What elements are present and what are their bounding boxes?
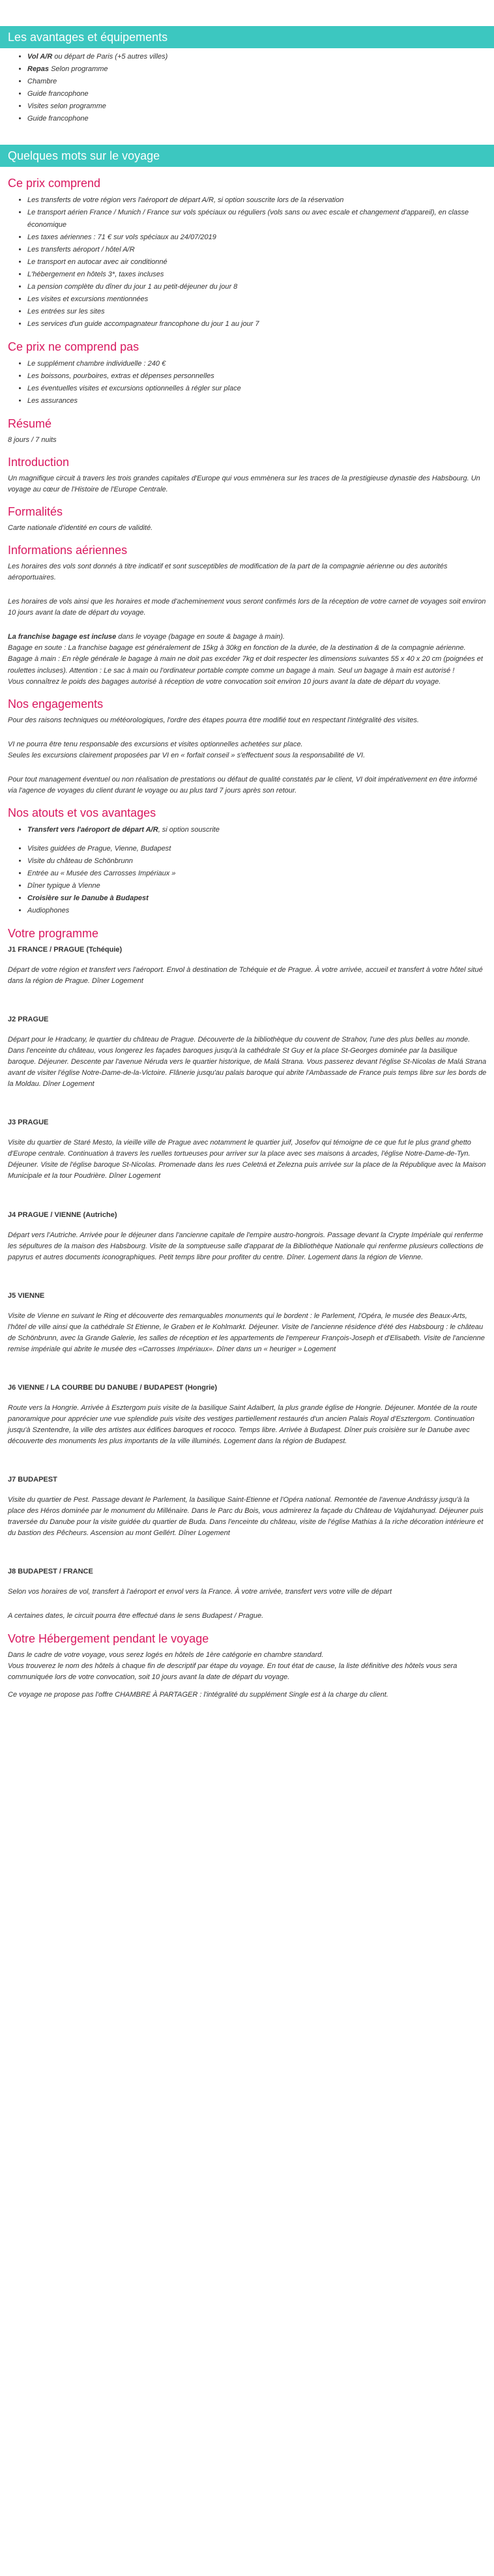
list-item-bold: Repas [27, 65, 50, 73]
prix-comprend-list [8, 194, 487, 330]
prix-comprend-heading: Ce prix comprend [8, 177, 101, 190]
hebergement-line-2: Vous trouverez le nom des hôtels à chaque fin de descriptif par étape du voyage. En tout état de cause, la liste définitive des hôtels vous sera communiquée lors de votre convocation, soit 10 jours avant la date de départ du voyage. [8, 1661, 458, 1681]
list-item [27, 868, 487, 880]
programme-day-title: J7 BUDAPEST [8, 1476, 57, 1484]
programme-day-text: Départ pour le Hradcany, le quartier du château de Prague. Découverte de la bibliothèque du couvent de Strahov, l'une des plus belles au monde. Dans l'enceinte du château, vous longerez les façades baroques jusqu'à la cathédrale St Guy et la place St-Georges dominée par la basilique baroque. Déjeuner. Descente par l'avenue Néruda vers le quartier historique, de Malá Strana. Vous passerez devant l'église St-Nicolas de Malá Strana avant de visiter l'église Notre-Dame-de-la-Victoire. Flânerie jusqu'au palais baroque qui abrite l'Ambassade de France puis temps libre sur les bords de la Moldau. Dîner Logement [8, 1036, 487, 1089]
list-item-text: , si option souscrite [158, 825, 220, 834]
programme-day-title: J2 PRAGUE [8, 1015, 49, 1023]
page [0, 26, 494, 1701]
atouts-list-1 [8, 824, 487, 836]
list-item-text: Guide francophone [27, 115, 89, 123]
programme-day-text: Départ vers l'Autriche. Arrivée pour le déjeuner dans l'ancienne capitale de l'empire austro-hongrois. Passage devant la Crypte Impériale qui renferme les sépultures de la maison des Habsbourg. Visite de la somptueuse salle d'apparat de la Bibliothèque Nationale qui renferme plusieurs collections de papyrus et autres documents iconographiques. Petit temps libre pour profiter du centre. Dîner. Logement dans la région de Vienne. [8, 1231, 484, 1261]
programme-day-title: J1 FRANCE / PRAGUE (Tchéquie) [8, 945, 123, 954]
list-item [27, 76, 487, 88]
list-item [27, 88, 487, 100]
atouts-heading: Nos atouts et vos avantages [8, 806, 156, 819]
engagements-paragraph-3: Pour tout management éventuel ou non réalisation de prestations ou défaut de qualité constatés par le client, VI doit impérativement en être informé via l'agence de voyages du client durant le voyage ou au plus tard 7 jours après son retour. [8, 775, 478, 795]
infos-heading: Informations aériennes [8, 544, 128, 557]
programme-day [8, 1474, 487, 1539]
engagements-paragraph-2 [8, 739, 487, 761]
day8-extra: A certaines dates, le circuit pourra être effectué dans le sens Budapest / Prague. [8, 1612, 264, 1620]
list-item-text: Chambre [27, 78, 57, 85]
list-item: • Les entrées sur les sites [27, 306, 487, 318]
list-item [27, 855, 487, 868]
list-item [27, 51, 487, 63]
engagements-line-b: Seules les excursions clairement proposées par VI en « forfait conseil » s'effectuent sous la responsabilité de VI. [8, 751, 366, 759]
programme-days [8, 944, 487, 1598]
engagements-line-a: VI ne pourra être tenu responsable des excursions et visites optionnelles achetées sur place. [8, 740, 303, 748]
formalites-text: Carte nationale d'identité en cours de validité. [8, 524, 153, 533]
programme-day-title: J5 VIENNE [8, 1291, 45, 1300]
programme-day-text: Route vers la Hongrie. Arrivée à Esztergom puis visite de la basilique Saint Adalbert, la plus grande église de Hongrie. Déjeuner. Montée de la route panoramique pour apprécier une vue splendide puis visite des vestiges partiellement restaurés d'un ancien Palais Royal d'Esztergom. Continuation jusqu'à Szentendre, la ville des artistes aux édifices baroques et rococo. Temps libre. Arrivée à Budapest. Dîner puis croisière sur le Danube avec découverte des monuments les plus importants de la ville illuminés. Logement dans la région de Budapest. [8, 1403, 478, 1446]
bagage-main: Bagage à main : En règle générale le bagage à main ne doit pas excéder 7kg et doit respecter les dimensions suivantes 55 x 40 x 20 cm (poignées et roulettes incluses). Attention : Le sac à main ou l'ordinateur portable compte comme un bagage à main. Seul un bagage à main est autorisé ! [8, 655, 483, 675]
programme-day-title: J4 PRAGUE / VIENNE (Autriche) [8, 1210, 117, 1219]
list-item [27, 843, 487, 855]
programme-day-text: Départ de votre région et transfert vers l'aéroport. Envol à destination de Tchéquie et de Prague. À votre arrivée, accueil et transfert à votre hôtel situé dans la région de Prague. Dîner Logement [8, 965, 483, 985]
list-item: • Les visites et excursions mentionnées [27, 293, 487, 306]
list-item: • Les boissons, pourboires, extras et dépenses personnelles [27, 370, 487, 383]
infos-paragraph-1: Les horaires des vols sont donnés à titre indicatif et sont susceptibles de modification de la part de la compagnie aérienne ou des autorités aéroportuaires. [8, 563, 448, 582]
section-band-avantages: Les avantages et équipements [0, 26, 494, 48]
list-item: • La pension complète du dîner du jour 1 au petit-déjeuner du jour 8 [27, 281, 487, 293]
programme-day [8, 1210, 487, 1263]
list-item: • L'hébergement en hôtels 3*, taxes incluses [27, 269, 487, 281]
list-item-text: Visites guidées de Prague, Vienne, Budapest [27, 844, 171, 853]
programme-day [8, 1566, 487, 1598]
atouts-list-2 [8, 843, 487, 917]
programme-day-text: Visite du quartier de Pest. Passage devant le Parlement, la basilique Saint-Etienne et l'Opéra national. Remontée de l'avenue Andrássy jusqu'à la place des Héros dominée par le monument du Millénaire. Dans le Parc du Bois, vous admirerez la façade du Château de Vajdahunyad. Déjeuner puis traversée du Danube pour la visite guidée du quartier de Buda. Dans l'enceinte du château, visite de l'église Mathias à la riche décoration intérieure et du bastion des Pêcheurs. Ascension au mont Gellért. Dîner Logement [8, 1496, 484, 1538]
programme-day-text: Visite du quartier de Staré Mesto, la vieille ville de Prague avec notamment le quartier juif, Josefov qui témoigne de ce que fut le plus grand ghetto d'Europe centrale. Continuation à travers les ruelles tortueuses pour arriver sur la place avec ses maisons à arcades, l'église Notre-Dame-de-Tyn. Déjeuner. Visite de l'église baroque St-Nicolas. Promenade dans les rues Celetná et Zelezna puis arrivée sur la place de la République avec la Maison Municipale et la tour Poudrière. Dîner Logement [8, 1139, 486, 1180]
infos-paragraph-2: Les horaires de vols ainsi que les horaires et mode d'acheminement vous seront confirmés lors de la réception de votre carnet de voyages soit environ 10 jours avant la date de départ du voyage. [8, 598, 486, 617]
programme-day-title: J3 PRAGUE [8, 1119, 49, 1127]
infos-paragraph-3 [8, 632, 487, 687]
programme-day-text: Selon vos horaires de vol, transfert à l'aéroport et envol vers la France. À votre arrivée, transfert vers votre ville de départ [8, 1588, 392, 1596]
section-band-mots: Quelques mots sur le voyage [0, 145, 494, 167]
programme-day [8, 1383, 487, 1447]
list-item [27, 100, 487, 113]
engagements-paragraph-1: Pour des raisons techniques ou météorologiques, l'ordre des étapes pourra être modifié tout en respectant l'intégralité des visites. [8, 716, 419, 724]
list-item: • Les transferts aéroport / hôtel A/R [27, 244, 487, 256]
list-item-text: Dîner typique à Vienne [27, 881, 100, 890]
list-item-bold: Vol A/R [27, 53, 53, 61]
programme-day [8, 944, 487, 987]
list-item-text: Entrée au « Musée des Carrosses Impériaux » [27, 869, 176, 877]
list-item-text: Audiophones [27, 906, 70, 915]
list-item [27, 880, 487, 892]
programme-day-text: Visite de Vienne en suivant le Ring et découverte des remarquables monuments qui le bordent : le Parlement, l'Opéra, le musée des Beaux-Arts, l'hôtel de ville ainsi que la cathédrale St Etienne, le Graben et le Kohlmarkt. Déjeuner. Visite de l'ancienne résidence d'été des Habsbourg : le château de Schönbrunn, avec la Grande Galerie, les salles de réception et les appartements de l'empereur François-Joseph et d'Elisabeth. Visite de l'ancienne remise impériale qui abrite le musée des «Carrosses Impériaux». Dîner dans un « heuriger » Logement [8, 1311, 485, 1353]
resume-heading: Résumé [8, 417, 52, 430]
intro-heading: Introduction [8, 456, 70, 469]
list-item: • Les assurances [27, 395, 487, 407]
list-item-text: Visite du château de Schönbrunn [27, 856, 133, 865]
list-item-text: Selon programme [49, 65, 108, 73]
list-item [27, 824, 487, 836]
list-item: • Le transport aérien France / Munich / France sur vols spéciaux ou réguliers (vols sans ou avec escale et changement d'appareil), en classe économique [27, 207, 487, 231]
avantages-list [8, 51, 487, 125]
list-item: • Le supplément chambre individuelle : 240 € [27, 358, 487, 370]
programme-day-title: J8 BUDAPEST / FRANCE [8, 1568, 93, 1576]
list-item: • Les transferts de votre région vers l'aéroport de départ A/R, si option souscrite lors de la réservation [27, 194, 487, 207]
voyage-details [0, 176, 494, 1701]
avantages-section [0, 51, 494, 125]
franchise-rest: dans le voyage (bagage en soute & bagage à main). [116, 633, 285, 641]
bagage-soute: Bagage en soute : La franchise bagage est généralement de 15kg à 30kg en fonction de la durée, de la destination & de la compagnie aérienne. [8, 644, 466, 652]
prix-pas-list [8, 358, 487, 407]
hebergement-heading: Votre Hébergement pendant le voyage [8, 1632, 209, 1645]
formalites-heading: Formalités [8, 505, 63, 519]
list-item-text: Visites selon programme [27, 102, 106, 110]
list-item [27, 63, 487, 76]
resume-text: 8 jours / 7 nuits [8, 436, 57, 444]
list-item: • Les services d'un guide accompagnateur francophone du jour 1 au jour 7 [27, 318, 487, 330]
engagements-heading: Nos engagements [8, 697, 104, 710]
intro-text: Un magnifique circuit à travers les trois grandes capitales d'Europe qui vous emmènera sur les traces de la prestigieuse dynastie des Habsbourg. Un voyage au cœur de l'Histoire de l'Europe Centrale. [8, 475, 480, 494]
programme-day-title: J6 VIENNE / LA COURBE DU DANUBE / BUDAPEST (Hongrie) [8, 1383, 218, 1392]
list-item [27, 905, 487, 917]
hebergement-paragraph-3: Ce voyage ne propose pas l'offre CHAMBRE À PARTAGER : l'intégralité du supplément Single est à la charge du client. [8, 1690, 388, 1699]
list-item: • Les éventuelles visites et excursions optionnelles à régler sur place [27, 383, 487, 395]
hebergement-line-1: Dans le cadre de votre voyage, vous serez logés en hôtels de 1ère catégorie en chambre standard. [8, 1650, 324, 1659]
programme-day [8, 1291, 487, 1355]
franchise-bold: La franchise bagage est incluse [8, 633, 117, 641]
hebergement-paragraph-1 [8, 1650, 487, 1683]
list-item: • Le transport en autocar avec air conditionné [27, 256, 487, 269]
programme-heading: Votre programme [8, 926, 99, 940]
list-item [27, 892, 487, 905]
programme-day [8, 1117, 487, 1182]
list-item-text: Guide francophone [27, 90, 89, 98]
list-item: • Les taxes aériennes : 71 € sur vols spéciaux au 24/07/2019 [27, 231, 487, 244]
bagage-poids: Vous connaîtrez le poids des bagages autorisé à réception de votre convocation soit environ 10 jours avant la date de départ du voyage. [8, 677, 441, 686]
programme-day [8, 1014, 487, 1090]
prix-pas-heading: Ce prix ne comprend pas [8, 340, 139, 353]
list-item [27, 113, 487, 125]
list-item-bold: Transfert vers l'aéroport de départ A/R [27, 825, 158, 834]
list-item-text: ou départ de Paris (+5 autres villes) [52, 53, 168, 61]
list-item-bold: Croisière sur le Danube à Budapest [27, 894, 149, 902]
